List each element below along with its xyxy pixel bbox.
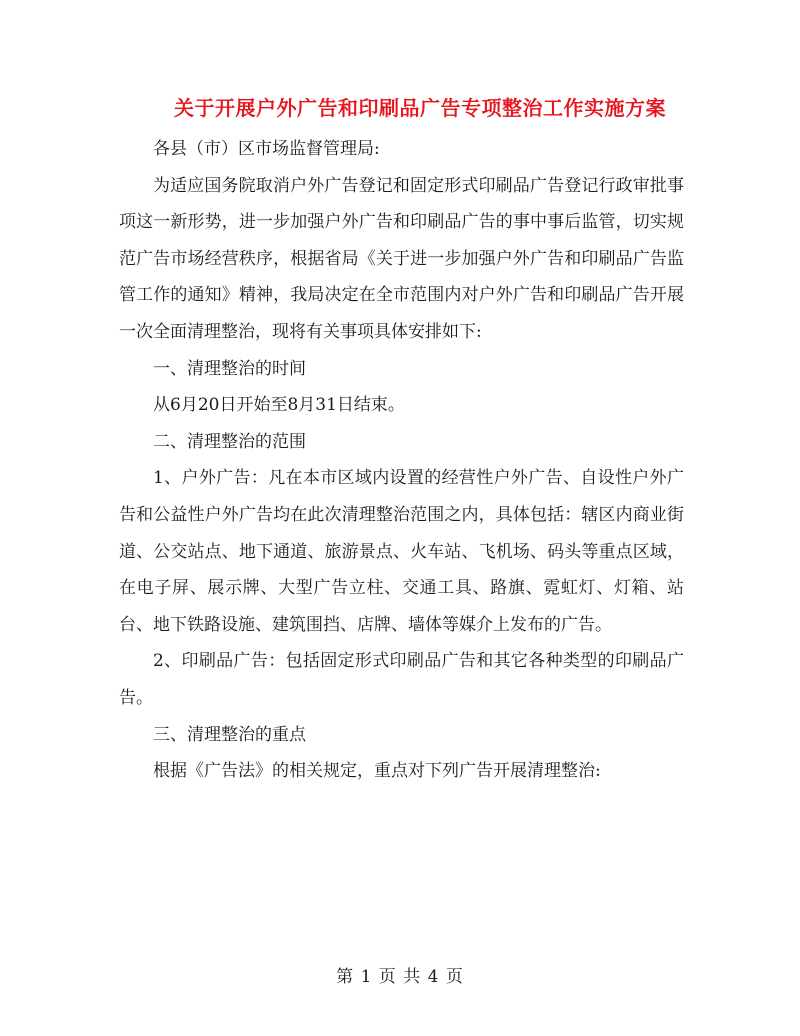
section-heading-scope: 二、清理整治的范围	[153, 431, 306, 452]
paragraph-print-ads: 2、印刷品广告：包括固定形式印刷品广告和其它各种类型的印刷品广告。	[119, 651, 684, 708]
page-number-footer: 第 1 页 共 4 页	[336, 967, 464, 987]
paragraph-intro: 为适应国务院取消户外广告登记和固定形式印刷品广告登记行政审批事项这一新形势，进一步加强户外广告和印刷品广告的事中事后监管，切实规范广告市场经营秩序，根据省局《关于进一步加强户外广告和印刷品广告监管工作的通知》精神，我局决定在全市范围内对户外广告和印刷品广告开展一次全面清理整治，现将有关事项具体安排如下:	[119, 175, 684, 342]
paragraph-time: 从6月20日开始至8月31日结束。	[153, 395, 405, 416]
document-body	[119, 131, 684, 790]
document-title: 关于开展户外广告和印刷品广告专项整治工作实施方案	[174, 96, 666, 120]
section-heading-time: 一、清理整治的时间	[153, 358, 306, 379]
paragraph-focus: 根据《广告法》的相关规定，重点对下列广告开展清理整治:	[153, 761, 601, 782]
paragraph-outdoor-ads: 1、户外广告：凡在本市区域内设置的经营性户外广告、自设性户外广告和公益性户外广告均在此次清理整治范围之内，具体包括：辖区内商业街道、公交站点、地下通道、旅游景点、火车站、飞机场、码头等重点区域，在电子屏、展示牌、大型广告立柱、交通工具、路旗、霓虹灯、灯箱、站台、地下铁路设施、建筑围挡、店牌、墙体等媒介上发布的广告。	[119, 468, 684, 635]
salutation: 各县（市）区市场监督管理局:	[153, 139, 380, 159]
section-heading-focus: 三、清理整治的重点	[153, 724, 306, 745]
